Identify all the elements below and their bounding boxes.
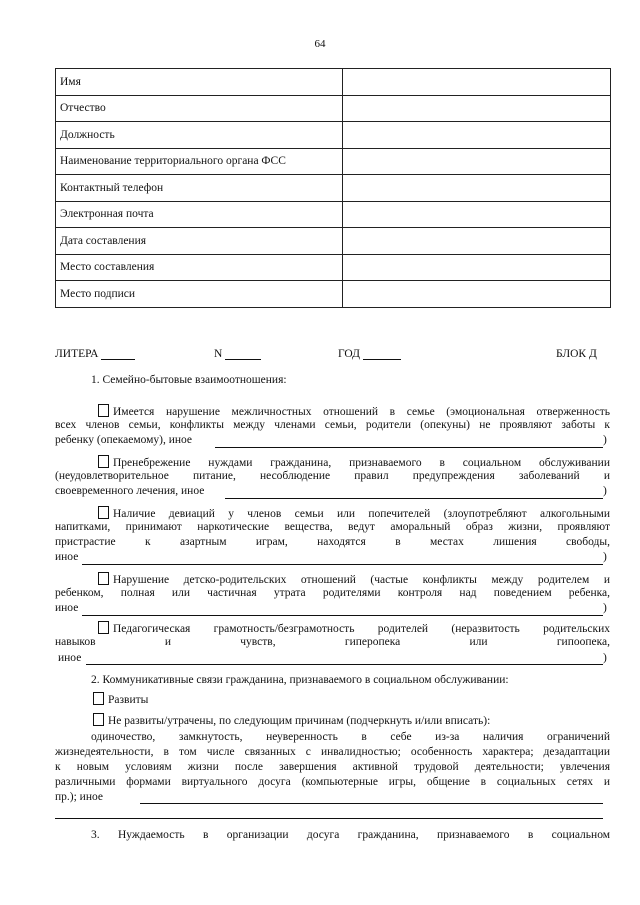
- n-label: N: [214, 348, 223, 360]
- form-row-label: Контактный телефон: [56, 175, 343, 202]
- section1-item5-line3: иное: [58, 652, 82, 664]
- section2-blank-1[interactable]: [140, 803, 603, 804]
- checkbox-deviations[interactable]: [98, 506, 109, 519]
- section2-reason-line4: различными формами виртуального досуга (компьютерные игры, общение в социальных сетях и: [55, 776, 610, 788]
- litera-label: ЛИТЕРА: [55, 348, 99, 360]
- form-row-label: Дата составления: [56, 228, 343, 255]
- form-row-value[interactable]: [343, 201, 611, 228]
- form-row-value[interactable]: [343, 95, 611, 122]
- form-row-label: Наименование территориального органа ФСС: [56, 148, 343, 175]
- checkbox-pedagogical[interactable]: [98, 621, 109, 634]
- form-row: [56, 122, 611, 149]
- litera-field: [55, 348, 135, 360]
- form-row-label: Имя: [56, 69, 343, 96]
- form-row: [56, 148, 611, 175]
- section1-item2-close-paren: ): [603, 485, 607, 497]
- checkbox-neglect-needs[interactable]: [98, 455, 109, 468]
- section1-item3-line1: Наличие девиаций у членов семьи или попечителей (злоупотребляют алкогольными: [98, 506, 610, 520]
- page-number: 64: [314, 38, 326, 50]
- form-row-value[interactable]: [343, 175, 611, 202]
- checkbox-developed[interactable]: [93, 692, 104, 705]
- checkbox-parent-child[interactable]: [98, 572, 109, 585]
- section1-item4-blank[interactable]: [82, 615, 603, 616]
- section1-item1-line3: ребенку (опекаемому), иное: [55, 434, 193, 446]
- form-row: [56, 69, 611, 96]
- god-blank[interactable]: [363, 359, 401, 360]
- form-row-value[interactable]: [343, 122, 611, 149]
- section1-item3-close-paren: ): [603, 551, 607, 563]
- form-table: [55, 68, 611, 308]
- section2-blank-2[interactable]: [55, 818, 603, 819]
- section1-item5-close-paren: ): [603, 652, 607, 664]
- section1-item2-line3: своевременного лечения, иное: [55, 485, 205, 497]
- section2-option-not-developed: Не развиты/утрачены, по следующим причинам (подчеркнуть и/или вписать):: [93, 713, 490, 727]
- form-row: [56, 175, 611, 202]
- form-row-label: Место подписи: [56, 281, 343, 308]
- section1-item5-line1: Педагогическая грамотность/безграмотность родителей (неразвитость родительских: [98, 621, 610, 635]
- section2-reason-line5: пр.); иное: [55, 791, 103, 803]
- section1-item2-line2: (неудовлетворительное питание, несоблюдение правил предупреждения заболеваний и: [55, 470, 610, 482]
- n-field: [214, 348, 261, 360]
- checkbox-not-developed[interactable]: [93, 713, 104, 726]
- god-label: ГОД: [338, 348, 360, 360]
- section1-item5-blank[interactable]: [86, 664, 603, 665]
- section1-item1-blank[interactable]: [215, 447, 603, 448]
- form-row-value[interactable]: [343, 69, 611, 96]
- section1-item5-line2: навыков и чувств, гиперопека или гипоопека,: [55, 636, 610, 648]
- form-row: [56, 254, 611, 281]
- section1-item3-line4: иное: [55, 551, 79, 563]
- god-field: [338, 348, 401, 360]
- form-row-value[interactable]: [343, 228, 611, 255]
- section1-item4-line1: Нарушение детско-родительских отношений (частые конфликты между родителем и: [98, 572, 610, 586]
- section1-item1-close-paren: ): [603, 434, 607, 446]
- litera-blank[interactable]: [101, 359, 135, 360]
- form-row: [56, 95, 611, 122]
- section2-reason-line3: к новым условиям жизни после завершения активной трудовой деятельности; увлечения: [55, 761, 610, 773]
- section3-title: 3. Нуждаемость в организации досуга гражданина, признаваемого в социальном: [91, 829, 610, 841]
- section1-item2-line1: Пренебрежение нуждами гражданина, признаваемого в социальном обслуживании: [98, 455, 610, 469]
- form-row: [56, 281, 611, 308]
- checkbox-family-conflict[interactable]: [98, 404, 109, 417]
- section2-reason-line2: жизнедеятельности, в том числе связанных с инвалидностью; особенность характера; дезадаптации: [55, 746, 610, 758]
- form-row: [56, 201, 611, 228]
- section1-title: 1. Семейно-бытовые взаимоотношения:: [91, 374, 287, 386]
- section2-reason-line1: одиночество, замкнутость, неуверенность в себе из-за наличия ограничений: [91, 731, 610, 743]
- section1-item2-blank[interactable]: [225, 498, 603, 499]
- form-row-value[interactable]: [343, 254, 611, 281]
- section1-item4-line3: иное: [55, 602, 79, 614]
- section1-item3-blank[interactable]: [82, 564, 603, 565]
- form-row-value[interactable]: [343, 148, 611, 175]
- form-row-label: Место составления: [56, 254, 343, 281]
- section2-title: 2. Коммуникативные связи гражданина, признаваемого в социальном обслуживании:: [91, 674, 509, 686]
- section1-item3-line2: напитками, принимают наркотические вещества, ведут аморальный образ жизни, проявляют: [55, 521, 610, 533]
- form-row: [56, 228, 611, 255]
- section1-item3-line3: пристрастие к азартным играм, находятся в местах лишения свободы,: [55, 536, 610, 548]
- block-label: БЛОК Д: [556, 348, 597, 360]
- form-row-value[interactable]: [343, 281, 611, 308]
- section1-item4-line2: ребенком, полная или частичная утрата родителями контроля над поведением ребенка,: [55, 587, 610, 599]
- section1-item4-close-paren: ): [603, 602, 607, 614]
- form-row-label: Должность: [56, 122, 343, 149]
- n-blank[interactable]: [225, 359, 261, 360]
- form-row-label: Электронная почта: [56, 201, 343, 228]
- section2-option-developed: Развиты: [93, 692, 148, 706]
- form-row-label: Отчество: [56, 95, 343, 122]
- section1-item1-line1: Имеется нарушение межличностных отношений в семье (эмоциональная отверженность: [98, 404, 610, 418]
- section1-item1-line2: всех членов семьи, конфликты между членами семьи, родители (опекуны) не проявляют заботы к: [55, 419, 610, 431]
